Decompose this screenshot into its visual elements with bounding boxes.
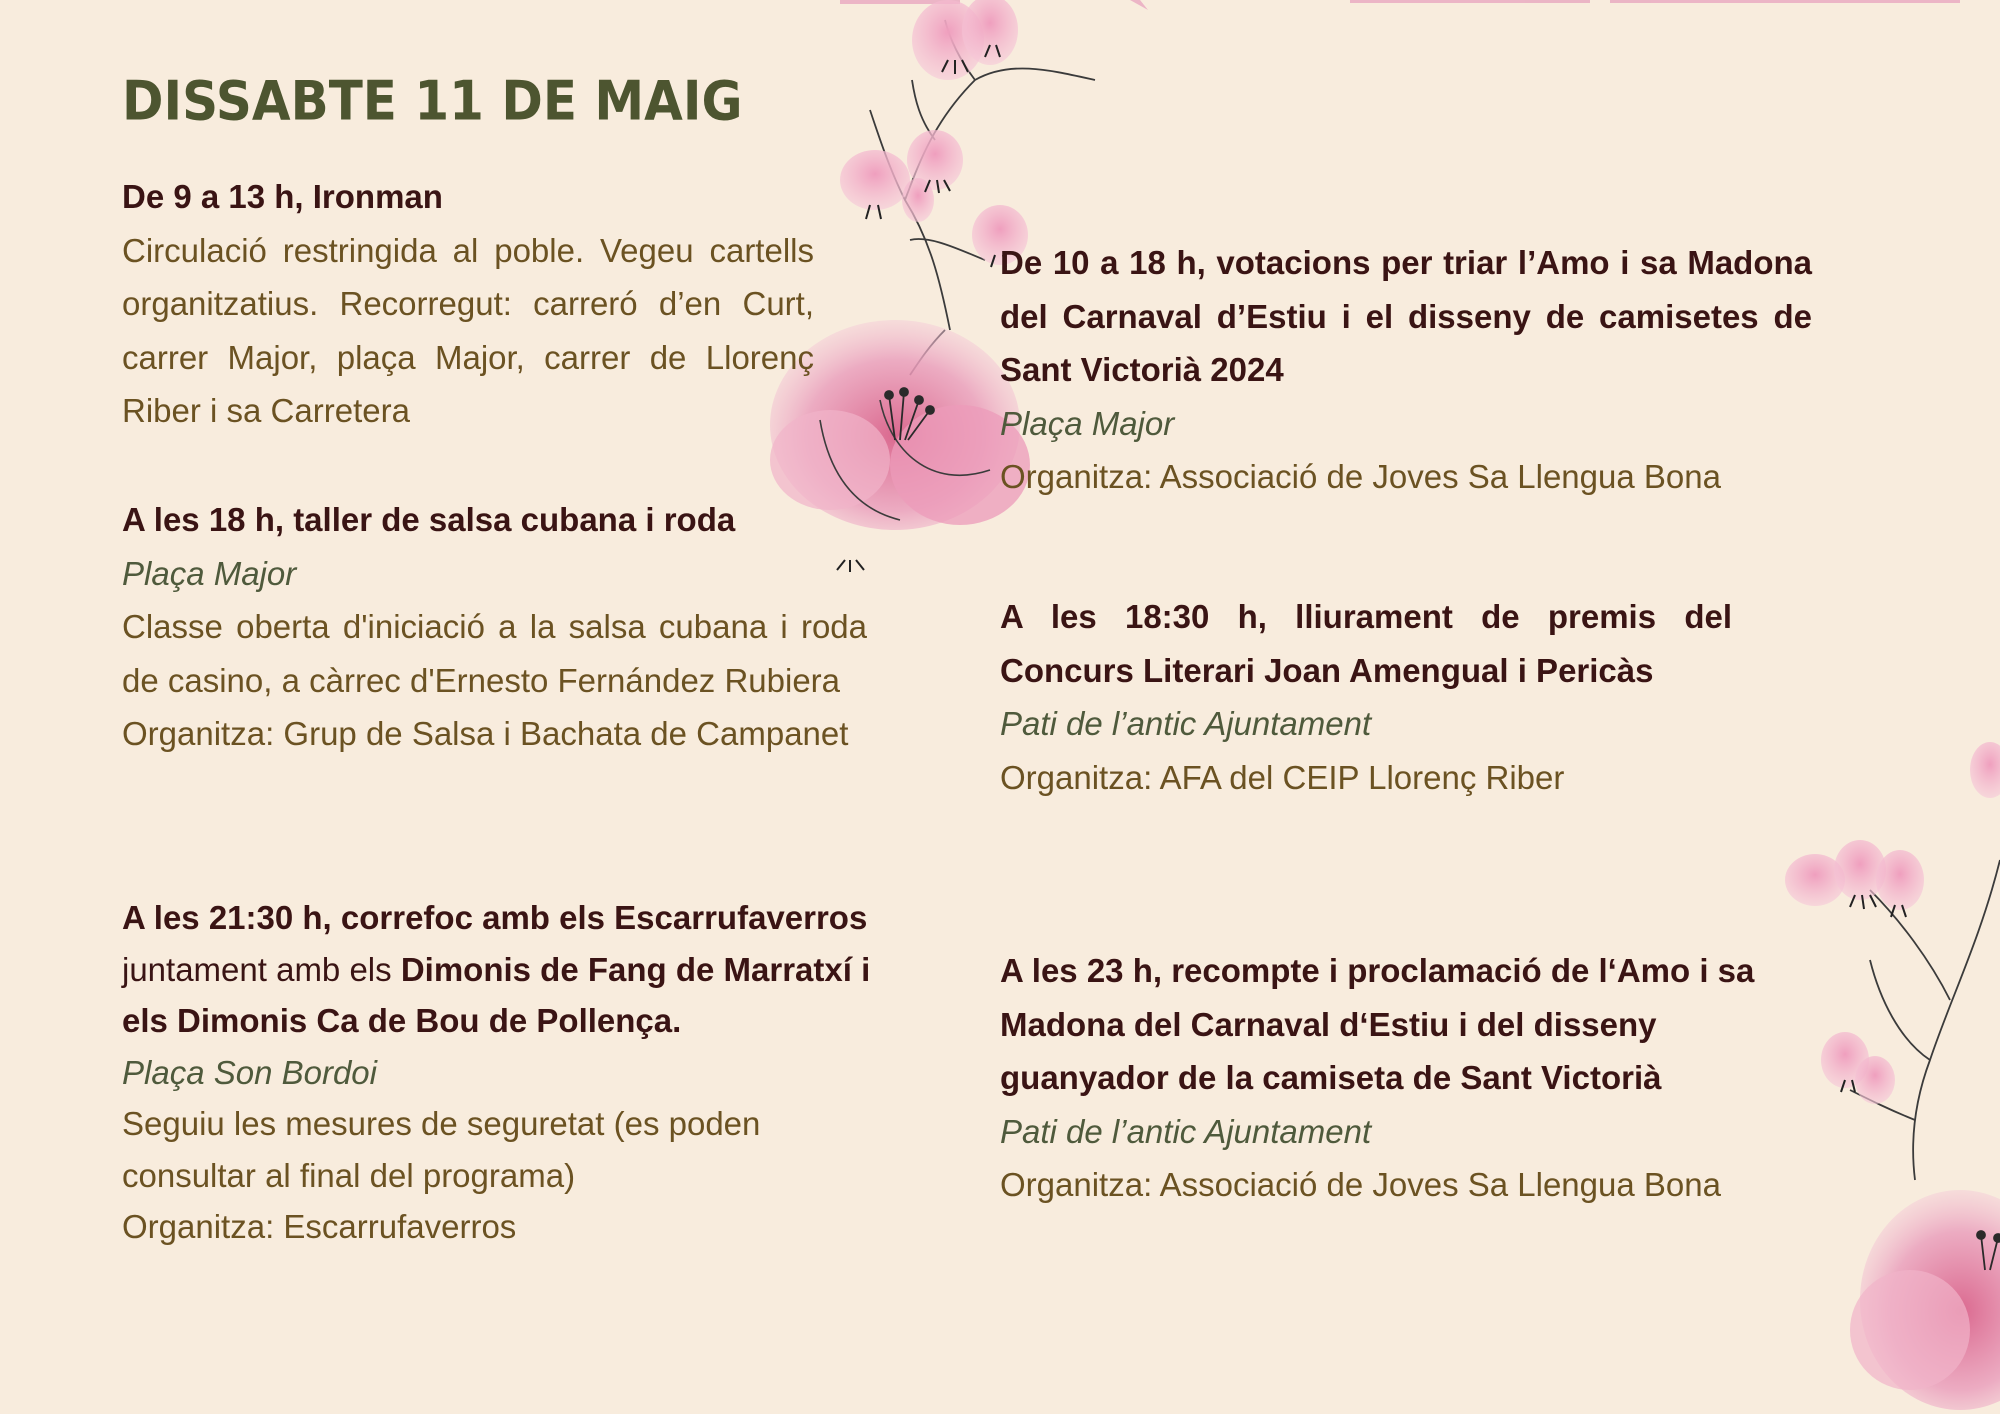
event-correfoc [122,892,882,1253]
heading-connector: juntament amb els [122,950,401,988]
heading-part: Dimonis de Fang de Marratxí i els Dimonis Ca de Bou de Pollença. [122,950,871,1039]
event-proclamacio [1000,944,1772,1212]
event-place: Pati de l’antic Ajuntament [1000,1112,1372,1150]
event-place: Pati de l’antic Ajuntament [1000,705,1372,742]
heading-part: A les 21:30 h, correfoc amb els Escarrufaverros [122,899,868,936]
event-salsa [122,493,867,761]
event-place: Plaça Major [1000,404,1175,442]
event-heading: A les 23 h, recompte i proclamació de l‘Amo i sa Madona del Carnaval d‘Estiu i del disseny guanyador de la camiseta de Sant Victorià [1000,952,1755,1096]
event-heading: A les 18 h, taller de salsa cubana i roda [122,501,736,538]
right-large-bloom [1850,1190,2000,1410]
event-description: Classe oberta d'iniciació a la salsa cubana i roda de casino, a càrrec d'Ernesto Fernández Rubiera [122,608,867,699]
event-place: Plaça Major [122,554,297,592]
event-organizer: Organitza: AFA del CEIP Llorenç Riber [1000,758,1565,796]
event-heading [122,892,882,1047]
event-heading: De 9 a 13 h, Ironman [122,178,443,215]
right-flower-buds [1785,742,2000,1104]
right-flower-branch [1850,860,2000,1180]
event-heading: De 10 a 18 h, votacions per triar l’Amo i sa Madona del Carnaval d’Estiu i el disseny de camisetes de Sant Victorià 2024 [1000,244,1812,388]
page-title: DISSABTE 11 DE MAIG [122,70,743,133]
event-organizer: Organitza: Associació de Joves Sa Llengua Bona [1000,458,1721,495]
event-votacions [1000,236,1812,504]
event-ironman [122,170,814,438]
event-organizer: Organitza: Associació de Joves Sa Llengua Bona [1000,1166,1721,1203]
event-place: Plaça Son Bordoi [122,1053,377,1091]
event-description: Circulació restringida al poble. Vegeu cartells organitzatius. Recorregut: carreró d’en Curt, carrer Major, plaça Major, carrer de Llorenç Riber i sa Carretera [122,231,814,429]
center-flower-buds [840,0,1028,265]
event-organizer: Organitza: Grup de Salsa i Bachata de Campanet [122,715,849,752]
event-heading: A les 18:30 h, lliurament de premis del Concurs Literari Joan Amengual i Pericàs [1000,598,1732,689]
event-description: Seguiu les mesures de seguretat (es poden consultar al final del programa) [122,1105,761,1194]
event-organizer: Organitza: Escarrufaverros [122,1208,517,1245]
event-premis [1000,590,1732,804]
